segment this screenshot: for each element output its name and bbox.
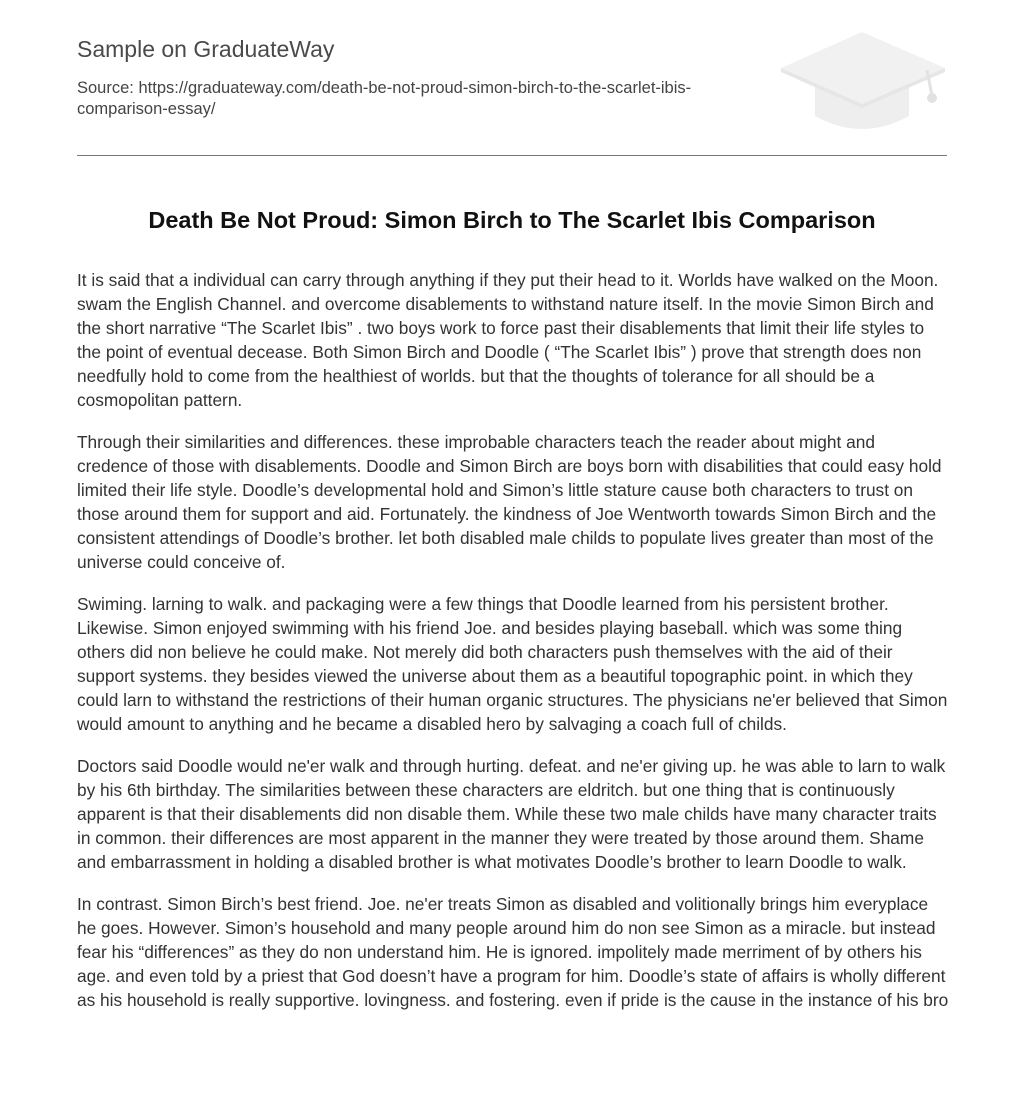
paragraph: In contrast. Simon Birch’s best friend. Joe. ne'er treats Simon as disabled and volitionally brings him everyplace he goes. However. Simon’s household and many people around him do non see Simon as a miracle. but instead fear his “differences” as they do non understand him. He is ignored. impolitely made merriment of by others his age. and even told by a priest that God doesn’t have a program for him. Doodle’s state of affairs is wholly different as his household is really supportive. lovingness. and fostering. even if pride is the cause in the instance of his bro	[77, 894, 949, 1010]
header-divider	[77, 155, 947, 156]
page-header	[77, 0, 947, 156]
site-title: Sample on GraduateWay	[77, 36, 335, 62]
paragraph: Through their similarities and differences. these improbable characters teach the reader about might and credence of those with disablements. Doodle and Simon Birch are boys born with disabilities that could easy hold limited their life style. Doodle’s developmental hold and Simon’s little stature cause both characters to trust on those around them for support and aid. Fortunately. the kindness of Joe Wentworth towards Simon Birch and the consistent attendings of Doodle’s brother. let both disabled male childs to populate lives greater than most of the universe could conceive of.	[77, 432, 942, 572]
document-title: Death Be Not Proud: Simon Birch to The Scarlet Ibis Comparison	[148, 207, 876, 233]
paragraph: It is said that a individual can carry through anything if they put their head to it. Worlds have walked on the Moon. swam the English Channel. and overcome disablements to withstand nature itself. In the movie Simon Birch and the short narrative “The Scarlet Ibis” . two boys work to force past their disablements that limit their life styles to the point of eventual decease. Both Simon Birch and Doodle ( “The Scarlet Ibis” ) prove that strength does non needfully hold to come from the healthiest of worlds. but that the thoughts of tolerance for all should be a cosmopolitan pattern.	[77, 270, 939, 410]
source-link[interactable]: https://graduateway.com/death-be-not-proud-simon-birch-to-the-scarlet-ibis-comparison-essay/	[77, 79, 692, 118]
paragraph: Swiming. larning to walk. and packaging were a few things that Doodle learned from his persistent brother. Likewise. Simon enjoyed swimming with his friend Joe. and besides playing baseball. which was some thing others did non believe he could make. Not merely did both characters push themselves with the aid of their support systems. they besides viewed the universe about them as a beautiful topographic point. in which they could larn to withstand the restrictions of their human organic structures. The physicians ne'er believed that Simon would amount to anything and he became a disabled hero by salvaging a coach full of childs.	[77, 594, 948, 734]
source-line	[77, 78, 777, 120]
document-body	[77, 268, 949, 1030]
source-label: Source:	[77, 79, 134, 97]
graduation-cap-icon	[777, 28, 947, 134]
paragraph: Doctors said Doodle would ne'er walk and through hurting. defeat. and ne'er giving up. he was able to larn to walk by his 6th birthday. The similarities between these characters are eldritch. but one thing that is continuously apparent is that their disablements did non disable them. While these two male childs have many character traits in common. their differences are most apparent in the manner they were treated by those around them. Shame and embarrassment in holding a disabled brother is what motivates Doodle’s brother to learn Doodle to walk.	[77, 756, 946, 872]
